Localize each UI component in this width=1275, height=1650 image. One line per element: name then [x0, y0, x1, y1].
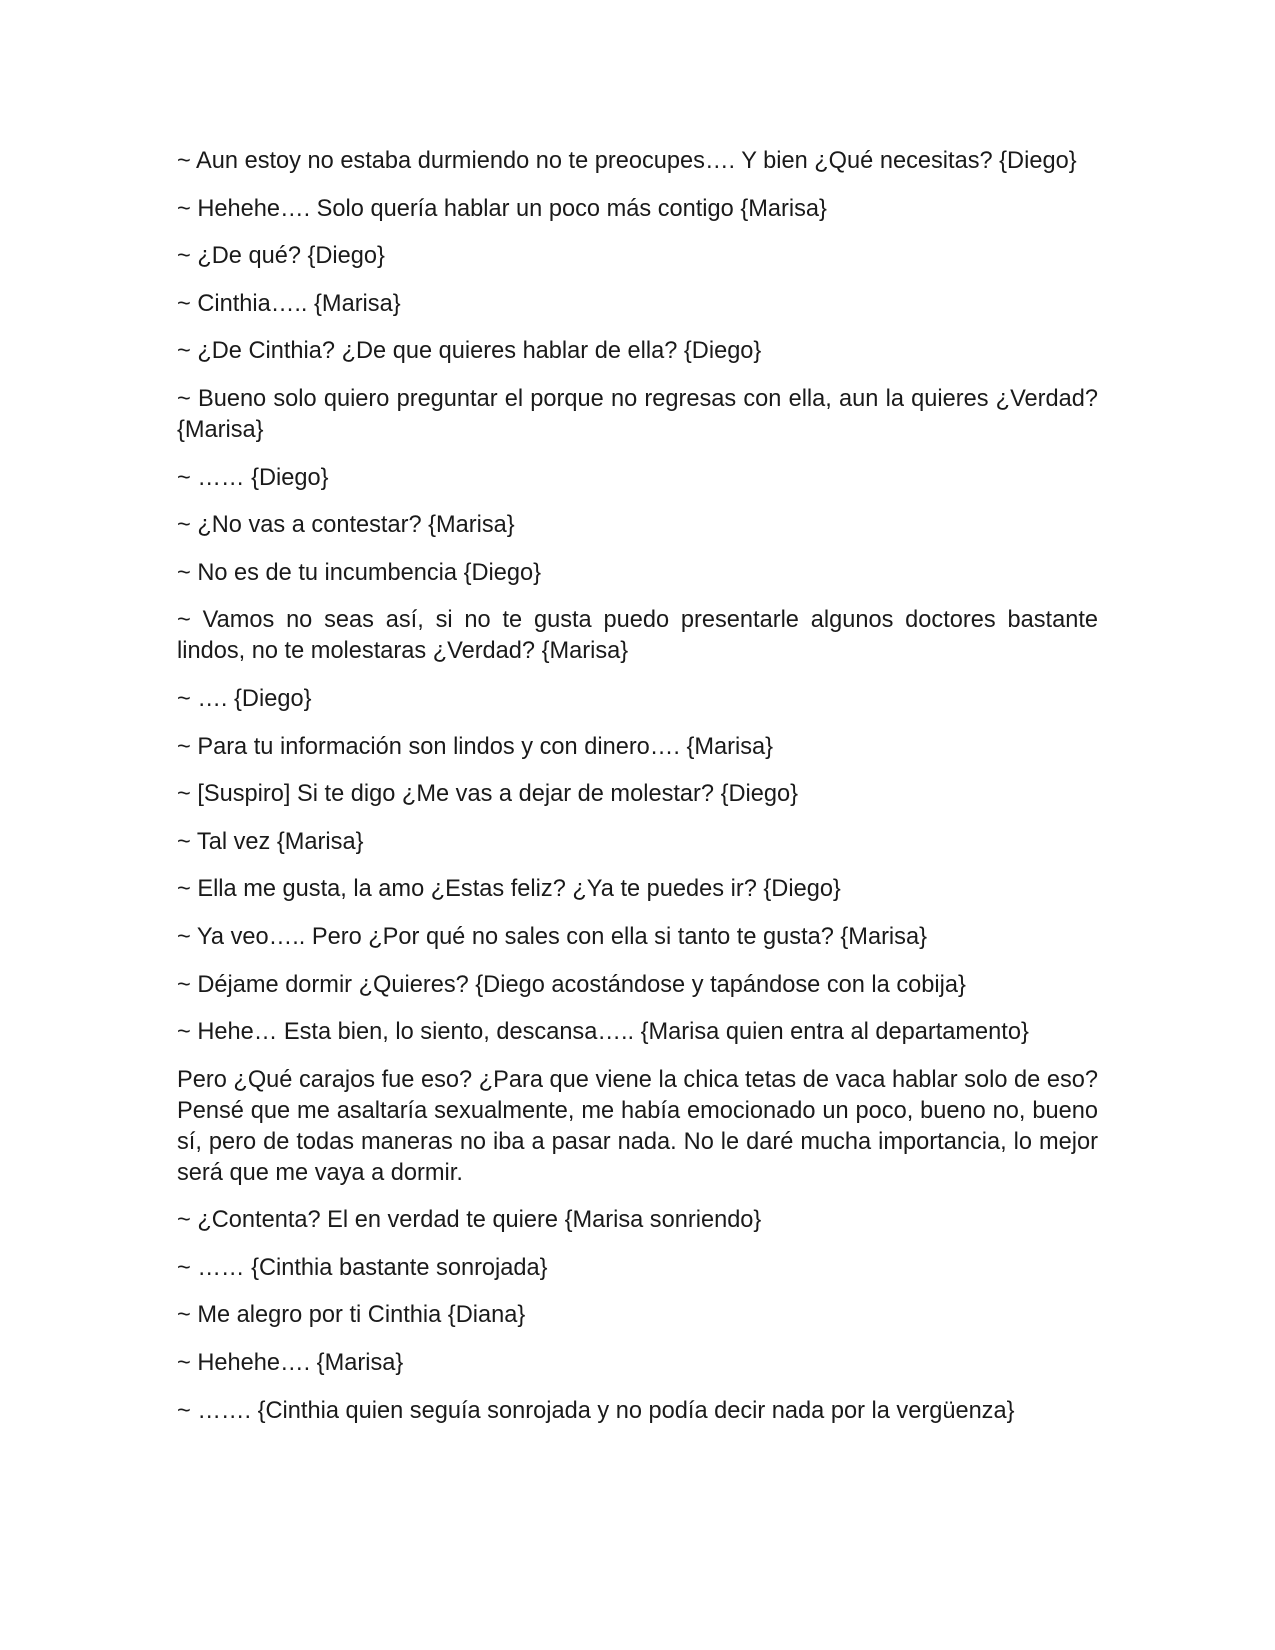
- dialogue-line: ~ Vamos no seas así, si no te gusta puedo presentarle algunos doctores bastante lindos, no te molestaras ¿Verdad? {Marisa}: [177, 607, 1098, 665]
- dialogue-line: ~ ¿De qué? {Diego}: [177, 243, 385, 270]
- dialogue-line: ~ ¿No vas a contestar? {Marisa}: [177, 512, 515, 539]
- dialogue-line: ~ Cinthia….. {Marisa}: [177, 290, 401, 317]
- dialogue-line: ~ Hehehe…. {Marisa}: [177, 1350, 404, 1377]
- dialogue-line: ~ Ya veo….. Pero ¿Por qué no sales con ella si tanto te gusta? {Marisa}: [177, 923, 927, 950]
- dialogue-line: ~ Bueno solo quiero preguntar el porque no regresas con ella, aun la quieres ¿Verdad? {Marisa}: [177, 385, 1098, 443]
- dialogue-line: ~ Hehehe…. Solo quería hablar un poco más contigo {Marisa}: [177, 195, 827, 222]
- narration-paragraph: Pero ¿Qué carajos fue eso? ¿Para que viene la chica tetas de vaca hablar solo de eso? Pensé que me asaltaría sexualmente, me había emocionado un poco, bueno no, bueno sí, pero de todas maneras no iba a pasar nada. No le daré mucha importancia, lo mejor será que me vaya a dormir.: [177, 1066, 1098, 1186]
- dialogue-line: ~ Me alegro por ti Cinthia {Diana}: [177, 1302, 526, 1329]
- dialogue-line: ~ …… {Diego}: [177, 464, 329, 491]
- dialogue-line: ~ ¿Contenta? El en verdad te quiere {Marisa sonriendo}: [177, 1207, 762, 1234]
- dialogue-line: ~ …… {Cinthia bastante sonrojada}: [177, 1254, 548, 1281]
- dialogue-line: ~ ……. {Cinthia quien seguía sonrojada y no podía decir nada por la vergüenza}: [177, 1397, 1015, 1424]
- dialogue-line: ~ Aun estoy no estaba durmiendo no te preocupes…. Y bien ¿Qué necesitas? {Diego}: [177, 148, 1077, 174]
- dialogue-line: ~ No es de tu incumbencia {Diego}: [177, 559, 541, 586]
- dialogue-line: ~ …. {Diego}: [177, 685, 312, 712]
- dialogue-line: ~ Déjame dormir ¿Quieres? {Diego acostándose y tapándose con la cobija}: [177, 971, 966, 998]
- dialogue-line: ~ Ella me gusta, la amo ¿Estas feliz? ¿Ya te puedes ir? {Diego}: [177, 876, 841, 903]
- dialogue-line: ~ Para tu información son lindos y con dinero…. {Marisa}: [177, 733, 774, 760]
- dialogue-line: ~ [Suspiro] Si te digo ¿Me vas a dejar de molestar? {Diego}: [177, 781, 798, 808]
- dialogue-line: ~ Tal vez {Marisa}: [177, 828, 364, 855]
- dialogue-line: ~ Hehe… Esta bien, lo siento, descansa….. {Marisa quien entra al departamento}: [177, 1019, 1029, 1046]
- dialogue-line: ~ ¿De Cinthia? ¿De que quieres hablar de ella? {Diego}: [177, 338, 762, 365]
- text-column: [177, 146, 1098, 1443]
